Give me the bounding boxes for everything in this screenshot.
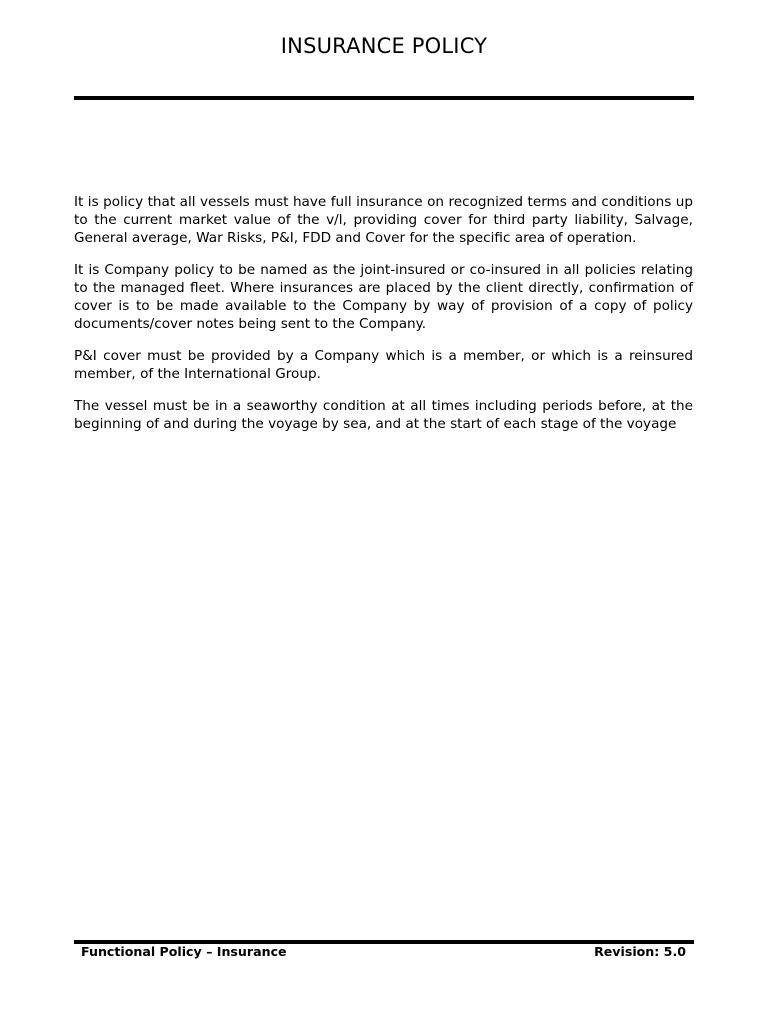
document-title: INSURANCE POLICY <box>280 34 488 58</box>
footer-revision: Revision: 5.0 <box>594 944 686 959</box>
document-body <box>74 193 693 447</box>
paragraph-pi-cover: P&I cover must be provided by a Company which is a member, or which is a reinsured member, of the International Group. <box>74 348 693 382</box>
paragraph-insurance-coverage: It is policy that all vessels must have full insurance on recognized terms and conditions up to the current market value of the v/l, providing cover for third party liability, Salvage, General average, War Risks, P&I, FDD and Cover for the specific area of operation. <box>74 194 693 246</box>
header-divider <box>74 96 694 100</box>
paragraph-co-insured: It is Company policy to be named as the joint-insured or co-insured in all policies relating to the managed fleet. Where insurances are placed by the client directly, confirmation of cover is to be made available to the Company by way of provision of a copy of policy documents/cover notes being sent to the Company. <box>74 262 693 332</box>
footer-policy-name: Functional Policy – Insurance <box>81 944 287 959</box>
paragraph-seaworthy: The vessel must be in a seaworthy condition at all times including periods before, at the beginning of and during the voyage by sea, and at the start of each stage of the voyage <box>74 398 693 432</box>
